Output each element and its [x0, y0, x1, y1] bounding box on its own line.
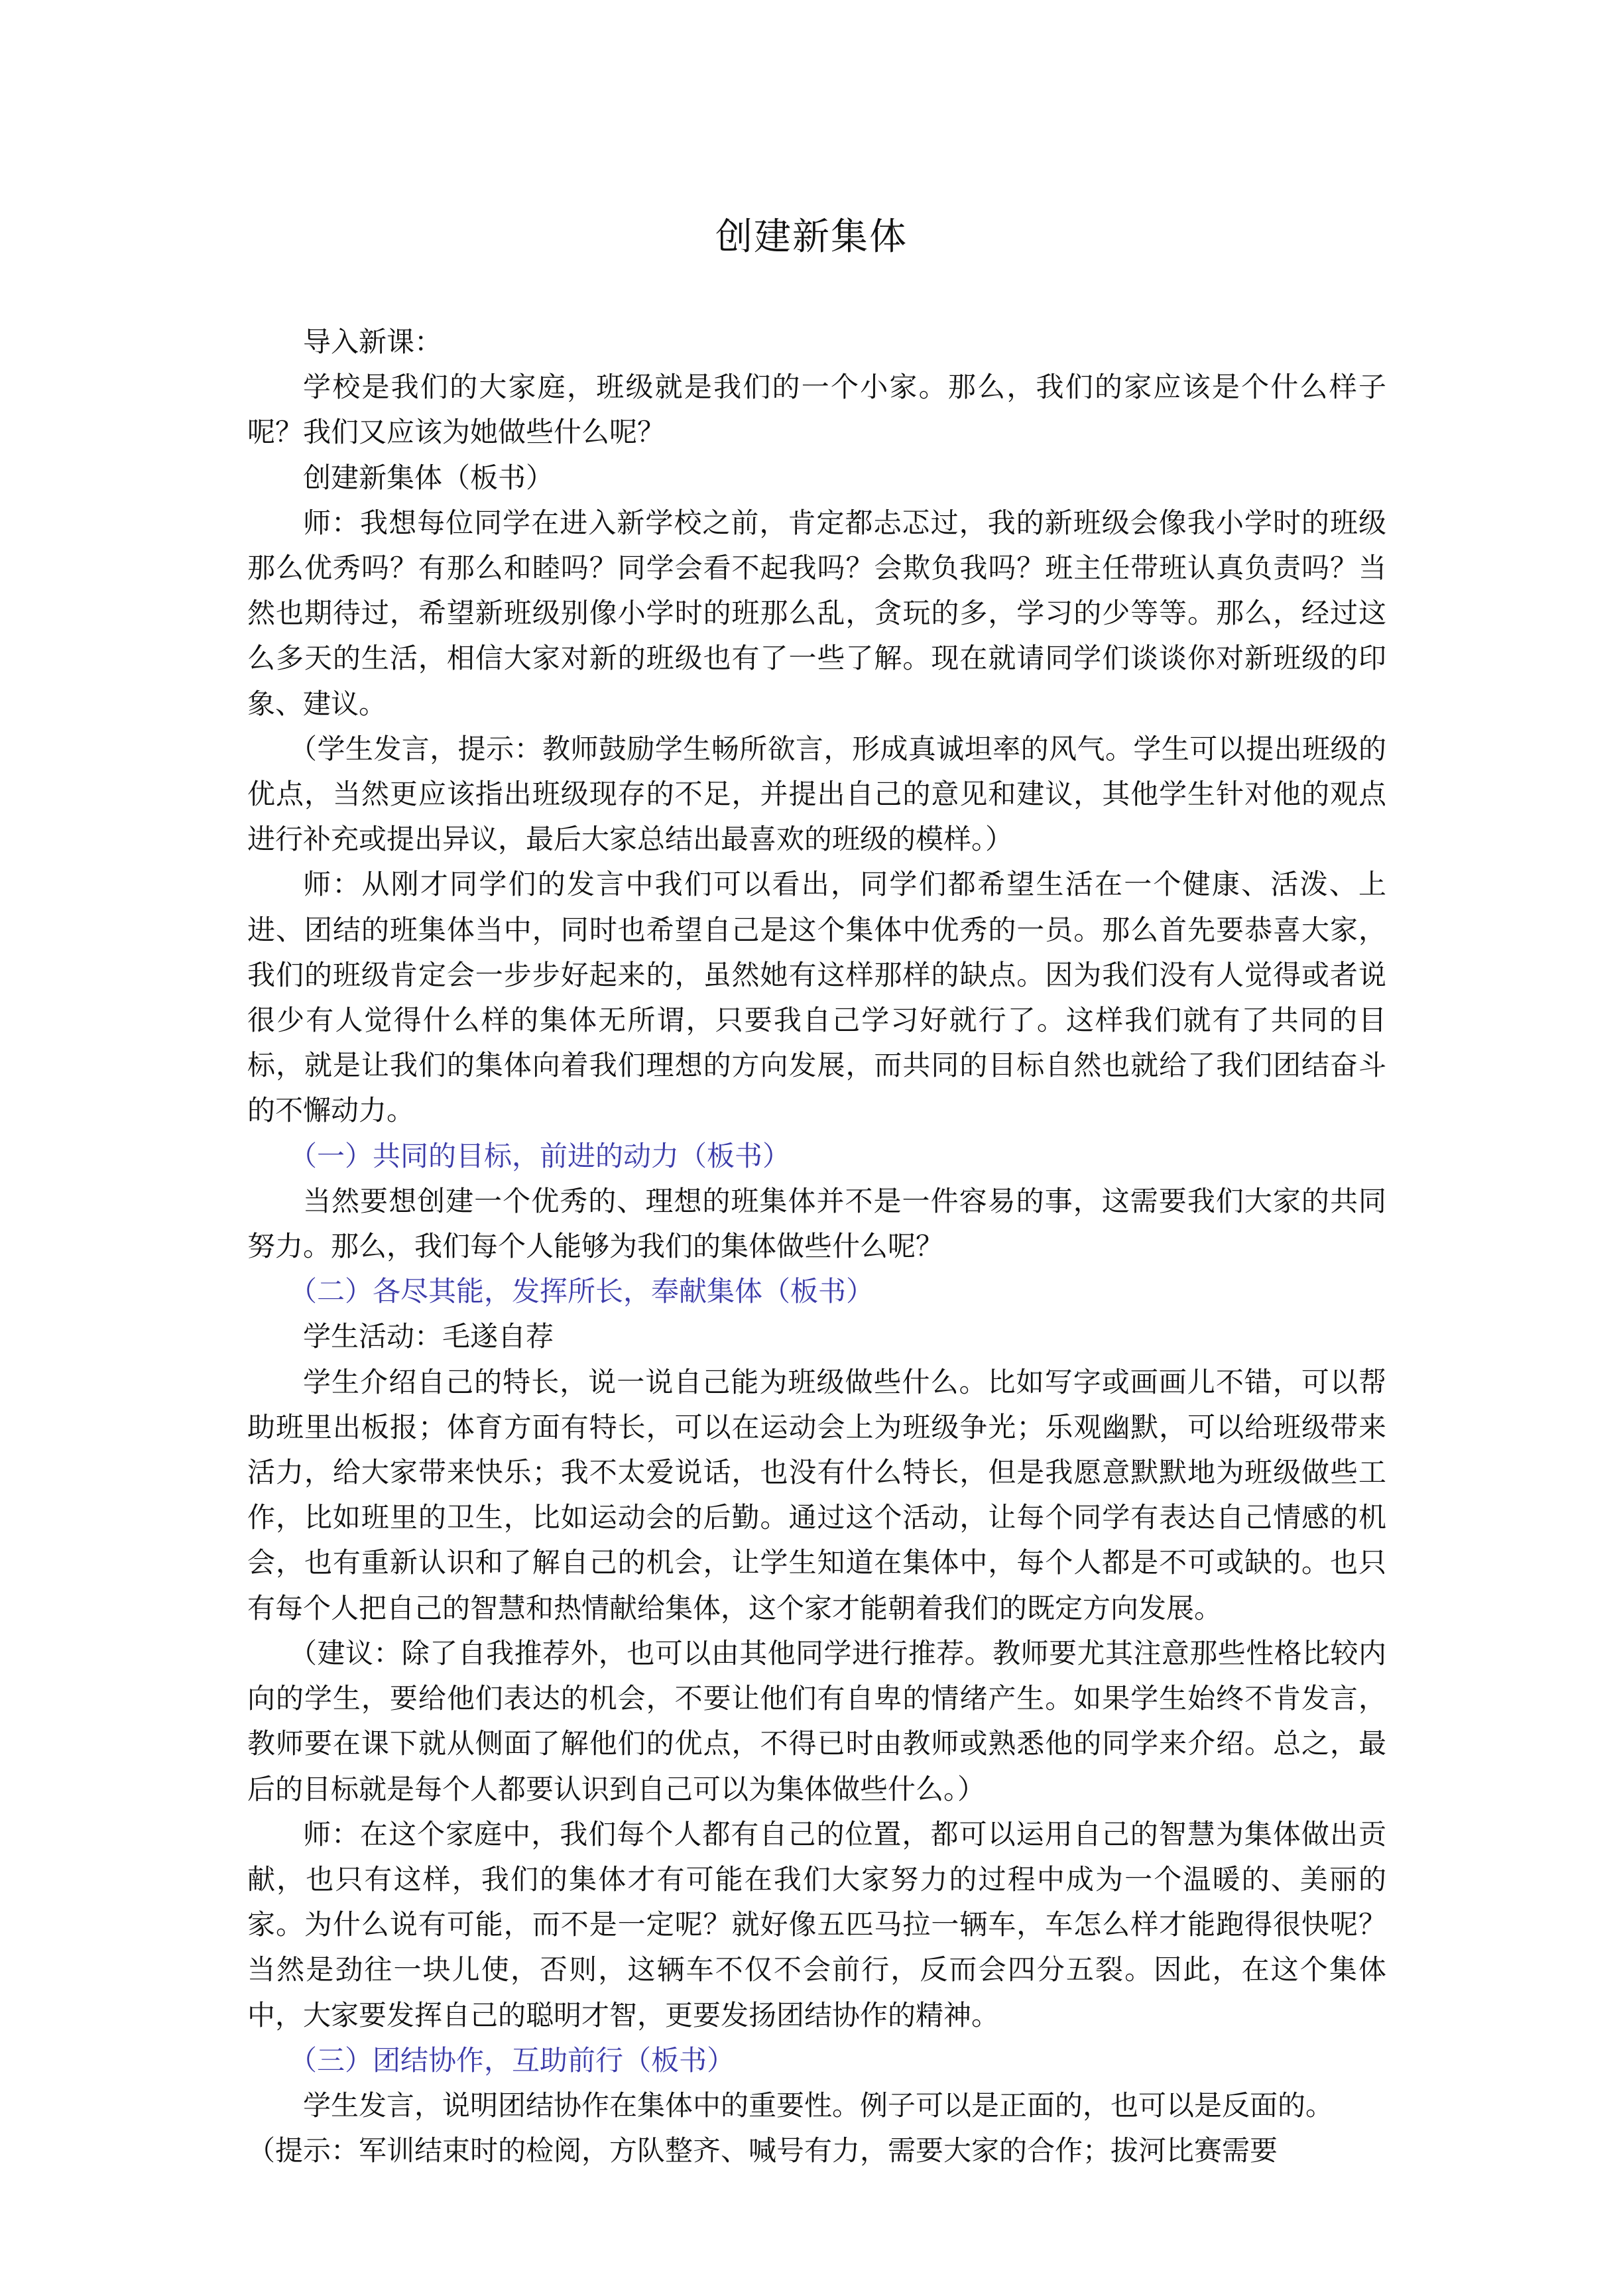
paragraph: 学生介绍自己的特长，说一说自己能为班级做些什么。比如写字或画画儿不错，可以帮助班里出板报；体育方面有特长，可以在运动会上为班级争光；乐观幽默，可以给班级带来活力，给大家带来快乐；我不太爱说话，也没有什么特长，但是我愿意默默地为班级做些工作，比如班里的卫生，比如运动会的后勤。通过这个活动，让每个同学有表达自己情感的机会，也有重新认识和了解自己的机会，让学生知道在集体中，每个人都是不可或缺的。也只有每个人把自己的智慧和热情献给集体，这个家才能朝着我们的既定方向发展。: [247, 1365, 1386, 1624]
section-heading-1: （一）共同的目标，前进的动力（板书）: [289, 1139, 791, 1172]
section-heading-3: （三）团结协作，互助前行（板书）: [289, 2043, 735, 2077]
paragraph: 师：从刚才同学们的发言中我们可以看出，同学们都希望生活在一个健康、活泼、上进、团结的班集体当中，同时也希望自己是这个集体中优秀的一员。那么首先要恭喜大家，我们的班级肯定会一步步好起来的，虽然她有这样那样的缺点。因为我们没有人觉得或者说很少有人觉得什么样的集体无所谓，只要我自己学习好就行了。这样我们就有了共同的目标，就是让我们的集体向着我们理想的方向发展，而共同的目标自然也就给了我们团结奋斗的不懈动力。: [247, 868, 1386, 1127]
document-body: [247, 320, 1386, 2173]
paragraph: 师：我想每位同学在进入新学校之前，肯定都忐忑过，我的新班级会像我小学时的班级那么优秀吗？有那么和睦吗？同学会看不起我吗？会欺负我吗？班主任带班认真负责吗？当然也期待过，希望新班级别像小学时的班那么乱，贪玩的多，学习的少等等。那么，经过这么多天的生活，相信大家对新的班级也有了一些了解。现在就请同学们谈谈你对新班级的印象、建议。: [247, 506, 1386, 720]
page-title: 创建新集体: [715, 215, 908, 259]
paragraph-note: （建议：除了自我推荐外，也可以由其他同学进行推荐。教师要尤其注意那些性格比较内向的学生，要给他们表达的机会，不要让他们有自卑的情绪产生。如果学生始终不肯发言，教师要在课下就从侧面了解他们的优点，不得已时由教师或熟悉他的同学来介绍。总之，最后的目标就是每个人都要认识到自己可以为集体做些什么。）: [247, 1636, 1386, 1805]
paragraph: 学校是我们的大家庭，班级就是我们的一个小家。那么，我们的家应该是个什么样子呢？我们又应该为她做些什么呢？: [247, 371, 1386, 449]
paragraph-note: （学生发言，提示：教师鼓励学生畅所欲言，形成真诚坦率的风气。学生可以提出班级的优点，当然更应该指出班级现存的不足，并提出自己的意见和建议，其他学生针对他的观点进行补充或提出异议，最后大家总结出最喜欢的班级的模样。）: [247, 732, 1386, 856]
paragraph: 当然要想创建一个优秀的、理想的班集体并不是一件容易的事，这需要我们大家的共同努力。那么，我们每个人能够为我们的集体做些什么呢？: [247, 1184, 1386, 1263]
activity-label: 学生活动：毛遂自荐: [303, 1320, 554, 1353]
paragraph-note: （提示：军训结束时的检阅，方队整齐、喊号有力，需要大家的合作；拔河比赛需要: [247, 2134, 1278, 2167]
paragraph: 学生发言，说明团结协作在集体中的重要性。例子可以是正面的，也可以是反面的。: [303, 2088, 1334, 2122]
section-intro-label: 导入新课：: [303, 326, 443, 358]
section-heading-2: （二）各尽其能，发挥所长，奉献集体（板书）: [289, 1275, 874, 1308]
board-note: 创建新集体（板书）: [303, 461, 554, 494]
paragraph: 师：在这个家庭中，我们每个人都有自己的位置，都可以运用自己的智慧为集体做出贡献，也只有这样，我们的集体才有可能在我们大家努力的过程中成为一个温暖的、美丽的家。为什么说有可能，而不是一定呢？就好像五匹马拉一辆车，车怎么样才能跑得很快呢？当然是劲往一块儿使，否则，这辆车不仅不会前行，反而会四分五裂。因此，在这个集体中，大家要发挥自己的聪明才智，更要发扬团结协作的精神。: [247, 1817, 1386, 2031]
